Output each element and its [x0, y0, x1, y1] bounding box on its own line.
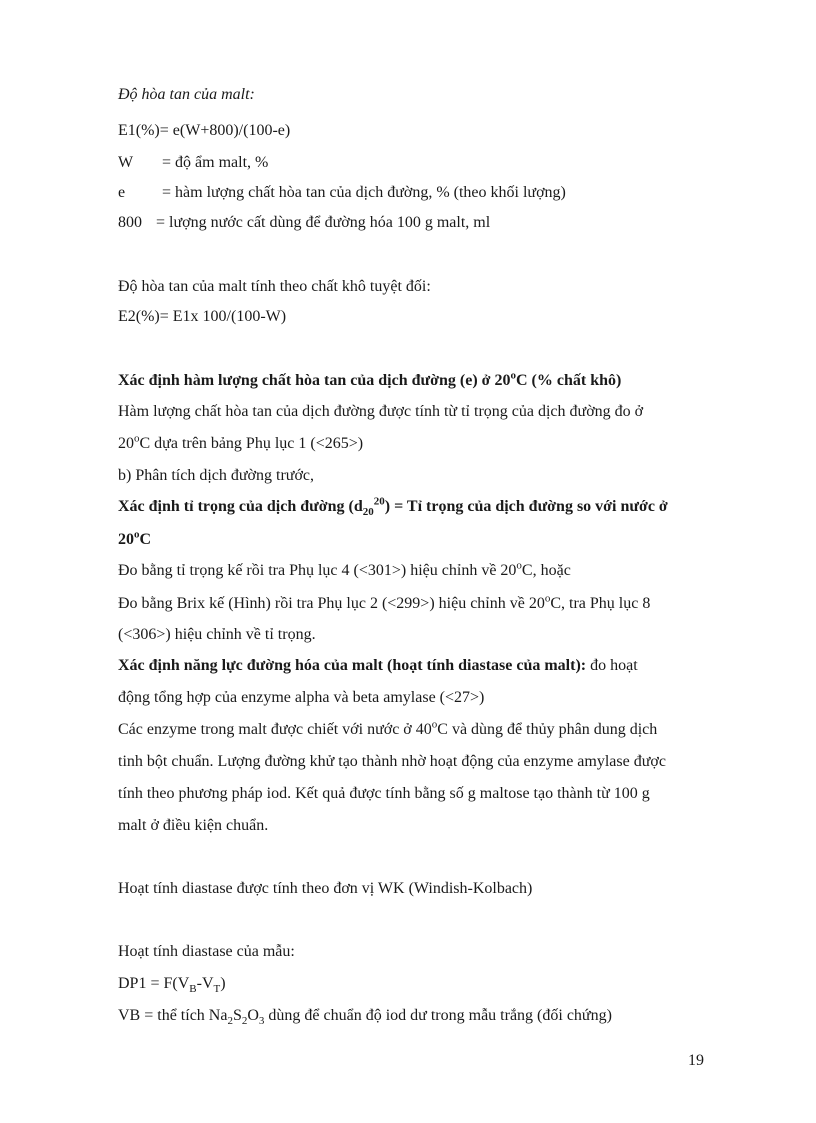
- e1-formula: E1(%)= e(W+800)/(100-e): [118, 122, 291, 139]
- page-number: 19: [688, 1052, 704, 1069]
- degree-sup: o: [510, 369, 516, 382]
- superscript: 20: [373, 495, 385, 508]
- malt-solubility-heading: Độ hòa tan của malt:: [118, 86, 255, 103]
- heading-part: Xác định tỉ trọng của dịch đường (d: [118, 498, 363, 515]
- diastase-para1: [118, 720, 657, 740]
- soluble-content-heading: [118, 371, 621, 391]
- text-part: O: [247, 1007, 259, 1024]
- density-line3: (<306>) hiệu chỉnh về tỉ trọng.: [118, 626, 316, 643]
- heading-rest: đo hoạt: [586, 657, 638, 674]
- density-line1: [118, 561, 571, 581]
- subscript: T: [213, 983, 221, 996]
- w-def-text: = độ ẩm malt, %: [162, 154, 269, 171]
- sample-heading: Hoạt tính diastase của mẫu:: [118, 943, 295, 960]
- text-part: C, hoặc: [521, 562, 571, 579]
- soluble-content-line2: [118, 434, 363, 454]
- text-part: dùng để chuẩn độ iod dư trong mẫu trắng (đối chứng): [264, 1007, 612, 1024]
- text-part: 20: [118, 435, 134, 452]
- dry-basis-text: Độ hòa tan của malt tính theo chất khô tuyệt đối:: [118, 278, 431, 295]
- diastase-line1: động tổng hợp của enzyme alpha và beta amylase (<27>): [118, 689, 485, 706]
- degree-sup: o: [544, 592, 551, 605]
- degree-sup: o: [134, 432, 140, 445]
- diastase-heading: [118, 656, 638, 676]
- density-heading-line2: [118, 530, 151, 550]
- text-part: Đo bằng Brix kế (Hình) rồi tra Phụ lục 2 (<299>) hiệu chỉnh về 20: [118, 595, 545, 612]
- text-part: DP1 = F(V: [118, 975, 190, 992]
- soluble-content-line1: Hàm lượng chất hòa tan của dịch đường được tính từ tỉ trọng của dịch đường đo ở: [118, 403, 644, 420]
- text-part: C, tra Phụ lục 8: [550, 595, 651, 612]
- density-heading: [118, 497, 668, 517]
- e2-formula: E2(%)= E1x 100/(100-W): [118, 308, 287, 325]
- degree-sup: o: [134, 528, 140, 541]
- n800-def-text: = lượng nước cất dùng để đường hóa 100 g malt, ml: [156, 214, 491, 231]
- text-part: C và dùng để thủy phân dung dịch: [437, 721, 658, 738]
- heading-part: C (% chất khô): [516, 372, 622, 389]
- heading-part: Xác định hàm lượng chất hòa tan của dịch đường (e) ở 20: [118, 372, 511, 389]
- density-line2: [118, 594, 650, 614]
- subscript: 2: [241, 1015, 248, 1028]
- degree-sup: o: [431, 718, 438, 731]
- e-def-text: = hàm lượng chất hòa tan của dịch đường, % (theo khối lượng): [162, 184, 566, 201]
- vb-definition: [118, 1006, 612, 1026]
- w-definition: [118, 153, 268, 173]
- heading-part: ) = Tỉ trọng của dịch đường so với nước ở: [384, 498, 668, 515]
- degree-sup: o: [516, 559, 522, 572]
- subscript: 3: [258, 1015, 265, 1028]
- text-part: VB = thể tích Na: [118, 1007, 228, 1024]
- text-part: S: [232, 1007, 242, 1024]
- text-part: Các enzyme trong malt được chiết với nước ở 40: [118, 721, 432, 738]
- wk-unit-text: Hoạt tính diastase được tính theo đơn vị WK (Windish-Kolbach): [118, 880, 533, 897]
- n800-symbol: 800: [118, 214, 142, 231]
- diastase-para3: tính theo phương pháp iod. Kết quả được tính bằng số g maltose tạo thành từ 100 g: [118, 785, 650, 802]
- diastase-para2: tinh bột chuẩn. Lượng đường khử tạo thành nhờ hoạt động của enzyme amylase được: [118, 753, 666, 770]
- e-definition: [118, 183, 566, 203]
- diastase-para4: malt ở điều kiện chuẩn.: [118, 817, 269, 834]
- heading-part: C: [139, 531, 152, 548]
- dp1-formula: [118, 974, 226, 994]
- subscript: 20: [362, 506, 374, 519]
- subscript: 2: [227, 1015, 233, 1028]
- text-part: -V: [196, 975, 214, 992]
- heading-part: 20: [118, 531, 134, 548]
- subscript: B: [189, 983, 197, 996]
- e-symbol: e: [118, 184, 126, 201]
- text-part: ): [220, 975, 226, 992]
- text-part: Đo bằng tỉ trọng kế rồi tra Phụ lục 4 (<301>) hiệu chỉnh về 20: [118, 562, 517, 579]
- w-symbol: W: [118, 154, 134, 171]
- heading-bold: Xác định năng lực đường hóa của malt (hoạt tính diastase của malt):: [118, 657, 587, 674]
- soluble-content-line3: b) Phân tích dịch đường trước,: [118, 467, 315, 484]
- text-part: C dựa trên bảng Phụ lục 1 (<265>): [139, 435, 364, 452]
- n800-definition: [118, 213, 490, 233]
